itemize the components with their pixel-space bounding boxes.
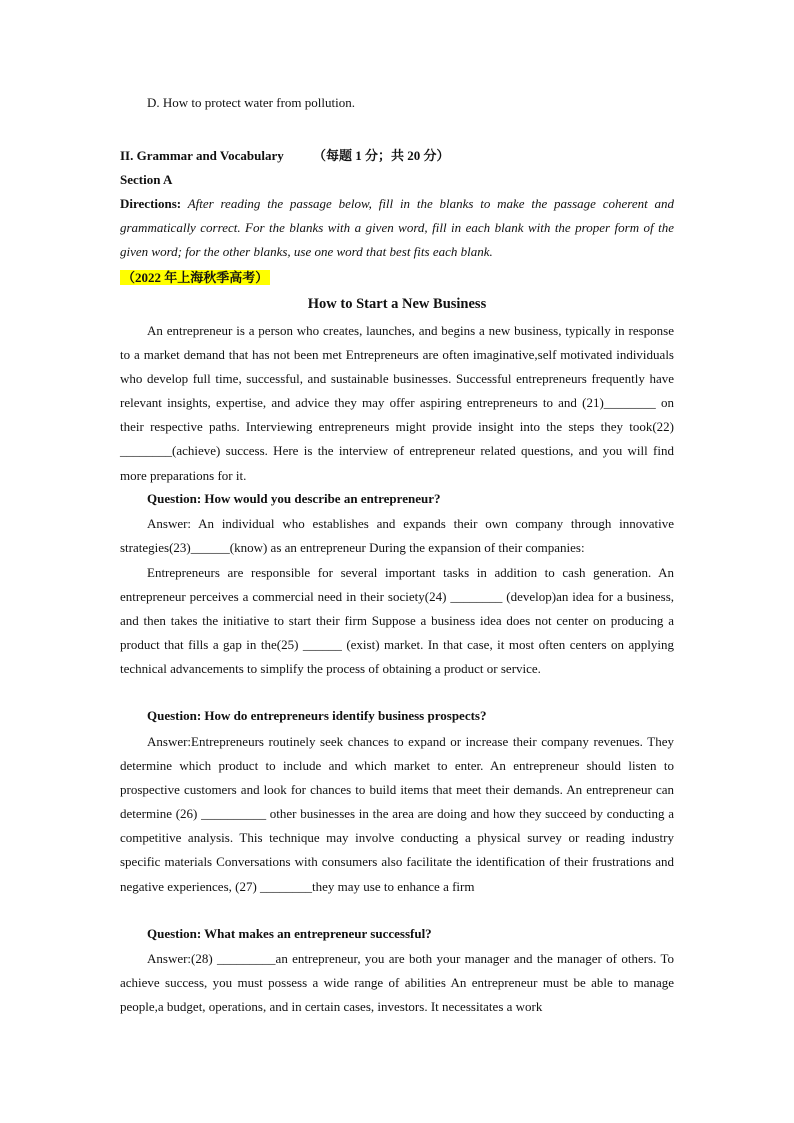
answer-1-text: Answer: An individual who establishes and expands their own company through innovative strategies(23)______(know) as an entrepreneur During the expansion of their companies:	[120, 516, 674, 556]
question-2: Question: How do entrepreneurs identify business prospects?	[147, 708, 487, 723]
section-heading: II. Grammar and Vocabulary	[120, 148, 284, 163]
question-3: Question: What makes an entrepreneur successful?	[147, 926, 432, 941]
directions	[120, 192, 674, 264]
source-tag: （2022 年上海秋季高考）	[122, 270, 269, 285]
answer-1	[120, 512, 674, 560]
answer-3-text: Answer:(28) _________an entrepreneur, you are both your manager and the manager of others. To achieve success, you must possess a wide range of abilities An entrepreneur must be able to manage people,a budget, operations, and in certain cases, investors. It necessitates a work	[120, 951, 674, 1015]
paragraph-1	[120, 319, 674, 488]
answer-2-text: Answer:Entrepreneurs routinely seek chances to expand or increase their company revenues. They determine which product to include and which market to enter. An entrepreneur should listen to prospective customers and look for chances to build items that meet their demands. An entrepreneur can determine (26) __________ other businesses in the area are doing and how they succeed by conducting a competitive analysis. This technique may involve conducting a physical survey or reading industry specific materials Conversations with consumers also facilitate the identification of their frustrations and negative experiences, (27) ________they may use to enhance a firm	[120, 734, 674, 894]
answer-2	[120, 730, 674, 899]
question-1: Question: How would you describe an entrepreneur?	[147, 491, 441, 506]
paragraph-2	[120, 561, 674, 681]
scoring-note: （每题 1 分；共 20 分）	[312, 148, 450, 163]
passage-title: How to Start a New Business	[307, 296, 487, 312]
paragraph-1-text: An entrepreneur is a person who creates, launches, and begins a new business, typically in response to a market demand that has not been met Entrepreneurs are often imaginative,self motivated individuals who develop full time, successful, and sustainable businesses. Successful entrepreneurs frequently have relevant insights, expertise, and advice they may offer aspiring entrepreneurs to and (21)________ on their respective paths. Interviewing entrepreneurs might provide insight into the steps they took(22) ________(achieve) success. Here is the interview of entrepreneur related questions, and you will find more preparations for it.	[120, 323, 674, 483]
source-tag-row	[120, 267, 270, 286]
answer-3	[120, 947, 674, 1019]
paragraph-2-text: Entrepreneurs are responsible for several important tasks in addition to cash generation. An entrepreneur perceives a commercial need in their society(24) ________ (develop)an idea for a business, and then takes the initiative to start their firm Suppose a business idea does not center on producing a product that fills a gap in the(25) ______ (exist) market. In that case, it most often centers on applying technical advancements to simplify the process of obtaining a product or service.	[120, 565, 674, 677]
option-d: D. How to protect water from pollution.	[147, 95, 355, 110]
directions-label: Directions:	[120, 196, 182, 211]
directions-text: After reading the passage below, fill in the blanks to make the passage coherent and grammatically correct. For the blanks with a given word, fill in each blank with the proper form of the given word; for the other blanks, use one word that best fits each blank.	[120, 196, 674, 260]
section-heading-row	[120, 145, 450, 164]
section-label: Section A	[120, 172, 173, 187]
